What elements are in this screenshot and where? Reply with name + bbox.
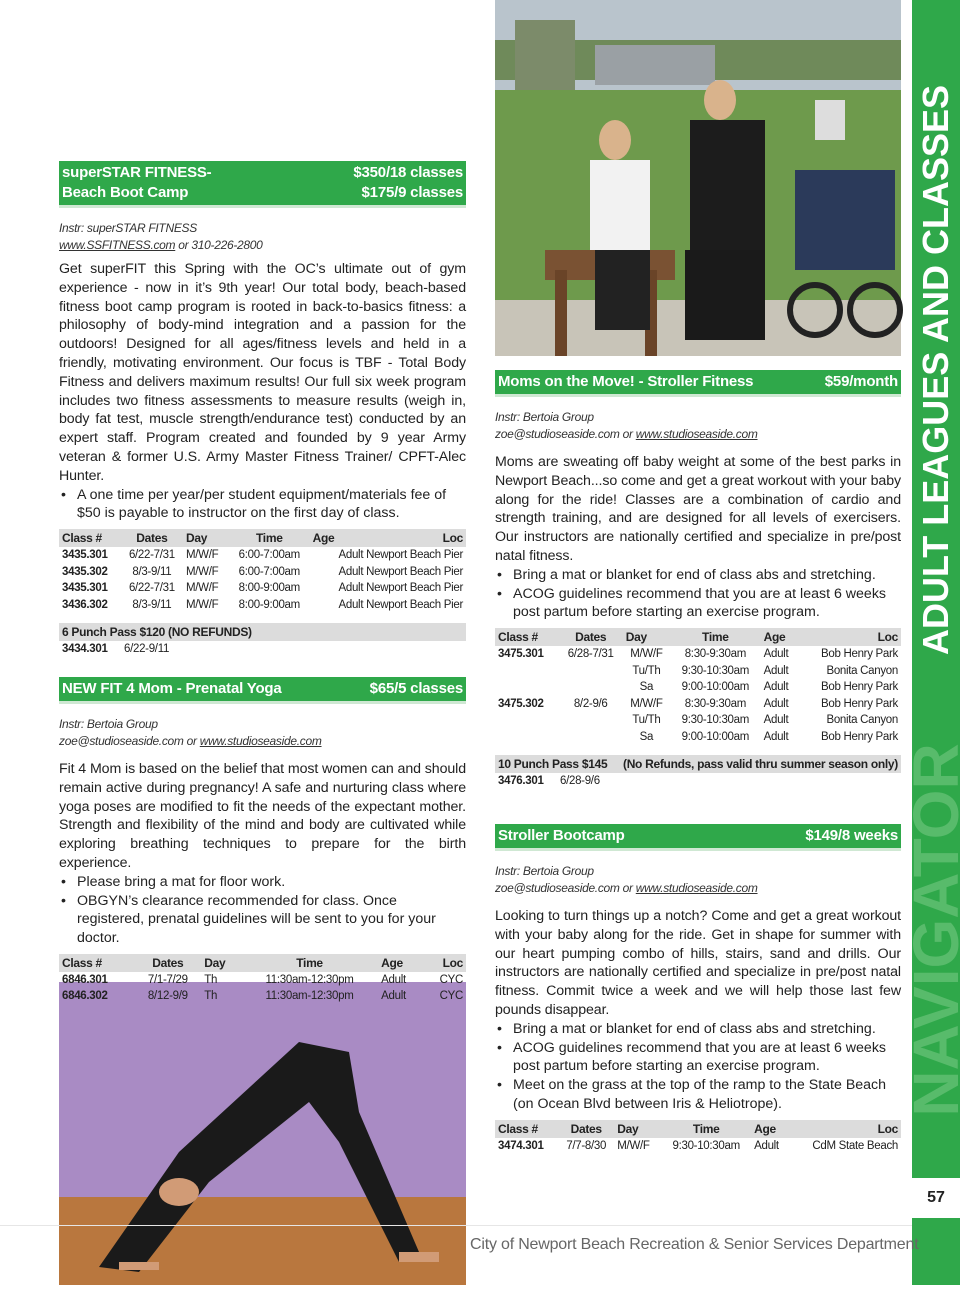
class-age: Adult xyxy=(338,549,364,562)
class-dates xyxy=(559,663,623,680)
list-item: • Please bring a mat for floor work. xyxy=(59,873,466,892)
table-row xyxy=(59,988,466,1005)
moms-website-link[interactable]: www.studioseaside.com xyxy=(635,427,758,441)
col-header: Loc xyxy=(423,954,466,972)
superstar-section xyxy=(59,161,466,658)
bootcamp-description: Looking to turn things up a notch? Come and get a great workout with your baby along for the ride. Get in shape for summer with our heart pumping combo of hills, stairs, sand and drills. Our instructors are nationally certified and specialize in pre/post natal fitness. Commit twice a week and we will help those last few pounds disappear. xyxy=(495,908,901,1018)
bootcamp-bullets xyxy=(495,1020,901,1114)
class-day: Sa xyxy=(639,730,654,743)
class-time: 8:00-9:00am xyxy=(238,598,300,611)
col-header: Age xyxy=(378,954,423,972)
superstar-bullets xyxy=(59,486,466,524)
bootcamp-class-table xyxy=(495,1120,901,1155)
moms-email: zoe@studioseaside.com or xyxy=(495,427,636,441)
table-row xyxy=(495,729,901,746)
col-header: Age xyxy=(751,1120,789,1138)
col-header: Dates xyxy=(121,529,183,547)
class-age: Adult xyxy=(763,681,789,694)
class-day: Tu/Th xyxy=(632,664,661,677)
superstar-punch-pass xyxy=(59,623,466,641)
class-number: 6846.302 xyxy=(62,990,108,1003)
table-row xyxy=(59,972,466,989)
class-location: Newport Beach Pier xyxy=(366,582,463,595)
list-item: • ACOG guidelines recommend that you are at least 6 weeks post partum before starting an exercise program. xyxy=(495,585,901,623)
table-row xyxy=(59,641,466,658)
list-item: • Meet on the grass at the top of the ramp to the State Beach (on Ocean Blvd between Iris & Heliotrope). xyxy=(495,1076,901,1114)
class-location: Newport Beach Pier xyxy=(366,598,463,611)
class-number: 3435.301 xyxy=(62,582,108,595)
moms-header xyxy=(495,370,901,397)
class-age: Adult xyxy=(763,730,789,743)
col-header: Dates xyxy=(559,628,623,646)
class-dates: 6/28-7/31 xyxy=(567,648,614,661)
class-dates: 6/22-7/31 xyxy=(128,582,175,595)
class-time: 9:00-10:00am xyxy=(681,730,750,743)
class-time: 8:30-9:30am xyxy=(684,697,746,710)
moms-description: Moms are sweating off baby weight at some of the best parks in Newport Beach...so come and get a great workout with your baby along for the ride! Classes are a combination of cardio and strength training, and are designed for all levels of exercisers. Our instructors are nationally certified and specialize in pre/post natal fitness. xyxy=(495,454,901,564)
class-dates: 6/22-9/11 xyxy=(124,643,170,656)
superstar-price-1: $350/18 classes xyxy=(353,164,463,181)
class-location: Newport Beach Pier xyxy=(366,549,463,562)
table-row xyxy=(495,712,901,729)
punch-pass-label: 6 Punch Pass $120 (NO REFUNDS) xyxy=(62,625,252,640)
col-header: Day xyxy=(614,1120,661,1138)
class-time: 8:00-9:00am xyxy=(238,582,300,595)
class-time: 6:00-7:00am xyxy=(238,549,300,562)
class-dates: 6/28-9/6 xyxy=(560,775,600,788)
class-location: CYC xyxy=(439,973,463,986)
class-day: M/W/F xyxy=(186,565,219,578)
col-header: Day xyxy=(183,529,229,547)
col-header: Time xyxy=(241,954,378,972)
moms-instructor: Instr: Bertoia Group xyxy=(495,410,594,424)
col-header: Class # xyxy=(59,529,121,547)
moms-section xyxy=(495,370,901,790)
col-header: Time xyxy=(670,628,761,646)
class-location: CdM State Beach xyxy=(812,1139,898,1152)
class-day: Sa xyxy=(639,681,654,694)
class-number xyxy=(495,712,559,729)
moms-punch-pass xyxy=(495,755,901,773)
class-number xyxy=(495,679,559,696)
class-location: Bob Henry Park xyxy=(821,730,898,743)
class-dates: 8/12-9/9 xyxy=(147,990,188,1003)
sidebar-ghost-text: NAVIGATOR xyxy=(900,743,972,1117)
class-age: Adult xyxy=(763,697,789,710)
bootcamp-section xyxy=(495,824,901,1154)
table-row xyxy=(495,773,901,790)
col-header: Dates xyxy=(134,954,201,972)
class-dates xyxy=(559,712,623,729)
class-number: 3476.301 xyxy=(498,775,544,788)
class-age: Adult xyxy=(763,714,789,727)
table-row xyxy=(495,679,901,696)
moms-title: Moms on the Move! - Stroller Fitness xyxy=(498,373,754,390)
list-item: • Bring a mat or blanket for end of class abs and stretching. xyxy=(495,1020,901,1039)
class-age: Adult xyxy=(763,664,789,677)
fit4mom-section xyxy=(59,677,466,1005)
class-age: Adult xyxy=(338,598,364,611)
bootcamp-email: zoe@studioseaside.com or xyxy=(495,881,636,895)
superstar-description: Get superFIT this Spring with the OC’s ultimate out of gym experience - now in it’s 9th year! Our total body, beach-based fitness boot camp program is rooted in back-to-basics fitness: a philosophy of body-mind integration and a passion for the outdoors! Designed for all ages/fitness levels and held in a friendly, motivating environment. Our focus is TBF - Total Body Fitness and delivers maximum results! Our full six week program includes two fitness assessments to measure results (weigh in, body fat test, muscle strength/endurance test) conducted by an expert staff. Program created and founded by 9 year Army veteran & former U.S. Army Master Fitness Trainer/ CPFT-Alec Hunter. xyxy=(59,261,466,484)
class-time: 9:00-10:00am xyxy=(681,681,750,694)
table-row xyxy=(495,646,901,663)
class-number: 3434.301 xyxy=(62,643,108,656)
sidebar-title: ADULT LEAGUES AND CLASSES xyxy=(915,84,956,656)
class-number xyxy=(495,729,559,746)
moms-price: $59/month xyxy=(824,373,898,390)
class-day: M/W/F xyxy=(186,582,219,595)
class-number: 3475.301 xyxy=(498,648,544,661)
fit4mom-bullets xyxy=(59,873,466,948)
class-dates: 6/22-7/31 xyxy=(128,549,175,562)
class-dates: 7/1-7/29 xyxy=(147,973,188,986)
class-number: 3435.302 xyxy=(62,565,108,578)
col-header: Loc xyxy=(799,628,901,646)
superstar-instructor: Instr: superSTAR FITNESS xyxy=(59,221,197,235)
bootcamp-title: Stroller Bootcamp xyxy=(498,827,625,844)
class-age: Adult xyxy=(381,973,406,986)
class-age: Adult xyxy=(763,648,789,661)
class-dates xyxy=(559,729,623,746)
class-dates: 7/7-8/30 xyxy=(566,1139,607,1152)
col-header: Dates xyxy=(558,1120,614,1138)
list-item: • OBGYN’s clearance recommended for class. Once registered, prenatal guidelines will be sent to you for your doctor. xyxy=(59,892,466,948)
table-row xyxy=(495,663,901,680)
class-dates: 8/3-9/11 xyxy=(132,565,172,578)
footer-text: City of Newport Beach Recreation & Senior Services Department xyxy=(470,1236,919,1253)
superstar-website-link[interactable]: www.SSFITNESS.com xyxy=(59,238,176,252)
page-number: 57 xyxy=(912,1178,960,1218)
table-row xyxy=(495,1138,901,1155)
class-number: 3436.302 xyxy=(62,598,108,611)
table-row xyxy=(495,696,901,713)
superstar-title-1: superSTAR FITNESS- xyxy=(62,164,212,181)
class-dates: 8/3-9/11 xyxy=(132,598,172,611)
table-row xyxy=(59,564,466,581)
footer-divider xyxy=(0,1225,912,1226)
col-header: Age xyxy=(310,529,390,547)
fit4mom-title: NEW FIT 4 Mom - Prenatal Yoga xyxy=(62,680,282,697)
class-location: CYC xyxy=(439,990,463,1003)
class-dates xyxy=(559,679,623,696)
col-header: Loc xyxy=(789,1120,901,1138)
list-item: • Bring a mat or blanket for end of class abs and stretching. xyxy=(495,566,901,585)
fit4mom-website-link[interactable]: www.studioseaside.com xyxy=(199,734,322,748)
col-header: Day xyxy=(623,628,670,646)
class-time: 9:30-10:30am xyxy=(672,1139,740,1152)
moms-bullets xyxy=(495,566,901,622)
fit4mom-instructor: Instr: Bertoia Group xyxy=(59,717,158,731)
col-header: Class # xyxy=(495,1120,558,1138)
class-age: Adult xyxy=(338,565,364,578)
class-number: 6846.301 xyxy=(62,973,108,986)
fit4mom-header xyxy=(59,677,466,704)
superstar-class-table xyxy=(59,529,466,613)
class-time: 6:00-7:00am xyxy=(238,565,300,578)
class-time: 11:30am-12:30pm xyxy=(265,973,354,986)
table-row xyxy=(59,547,466,564)
class-number: 3474.301 xyxy=(498,1139,544,1152)
class-day: Th xyxy=(204,990,218,1003)
col-header: Class # xyxy=(59,954,134,972)
col-header: Time xyxy=(229,529,310,547)
class-day: Tu/Th xyxy=(632,714,661,727)
class-day: M/W/F xyxy=(630,648,663,661)
bootcamp-instructor: Instr: Bertoia Group xyxy=(495,864,594,878)
bootcamp-header xyxy=(495,824,901,851)
yoga-photo xyxy=(59,982,466,1285)
fit4mom-price: $65/5 classes xyxy=(369,680,463,697)
moms-class-table xyxy=(495,628,901,745)
class-day: M/W/F xyxy=(630,697,663,710)
class-number xyxy=(495,663,559,680)
col-header: Class # xyxy=(495,628,559,646)
stroller-fitness-photo xyxy=(495,0,901,356)
class-age: Adult xyxy=(754,1139,779,1152)
class-location: Bob Henry Park xyxy=(821,681,898,694)
col-header: Time xyxy=(661,1120,751,1138)
superstar-header xyxy=(59,161,466,208)
list-item: • ACOG guidelines recommend that you are at least 6 weeks post partum before starting an exercise program. xyxy=(495,1039,901,1077)
superstar-price-2: $175/9 classes xyxy=(361,184,463,201)
class-day: M/W/F xyxy=(186,598,219,611)
col-header: Loc xyxy=(390,529,466,547)
table-row xyxy=(59,580,466,597)
class-age: Adult xyxy=(338,582,364,595)
class-location: Bob Henry Park xyxy=(821,648,898,661)
class-day: Th xyxy=(204,973,218,986)
class-location: Bob Henry Park xyxy=(821,697,898,710)
class-location: Newport Beach Pier xyxy=(366,565,463,578)
superstar-title-2: Beach Boot Camp xyxy=(62,184,189,201)
class-day: M/W/F xyxy=(186,549,219,562)
class-dates: 8/2-9/6 xyxy=(573,697,608,710)
bootcamp-website-link[interactable]: www.studioseaside.com xyxy=(635,881,758,895)
superstar-phone: or 310-226-2800 xyxy=(175,238,263,252)
punch-pass-label: 10 Punch Pass $145 xyxy=(498,757,608,772)
col-header: Day xyxy=(201,954,241,972)
fit4mom-email: zoe@studioseaside.com or xyxy=(59,734,200,748)
fit4mom-description: Fit 4 Mom is based on the belief that most women can and should remain active during pregnancy! A safe and nurturing class where yoga poses are modified to fit the needs of the expectant mother. Strength and flexibility of the mind and body are cultivated while exploring breathing techniques to prepare for the birth experience. xyxy=(59,761,466,871)
list-item: • A one time per year/per student equipment/materials fee of $50 is payable to instructor on the first day of class. xyxy=(59,486,466,524)
punch-pass-note: (No Refunds, pass valid thru summer season only) xyxy=(623,757,898,772)
class-time: 8:30-9:30am xyxy=(684,648,746,661)
class-day: M/W/F xyxy=(617,1139,650,1152)
class-time: 9:30-10:30am xyxy=(681,714,750,727)
class-time: 9:30-10:30am xyxy=(681,664,750,677)
class-number: 3475.302 xyxy=(498,697,544,710)
class-age: Adult xyxy=(381,990,406,1003)
class-location: Bonita Canyon xyxy=(826,664,898,677)
class-location: Bonita Canyon xyxy=(826,714,898,727)
fit4mom-class-table xyxy=(59,954,466,1005)
col-header: Age xyxy=(761,628,799,646)
class-time: 11:30am-12:30pm xyxy=(265,990,354,1003)
bootcamp-price: $149/8 weeks xyxy=(805,827,898,844)
class-number: 3435.301 xyxy=(62,549,108,562)
table-row xyxy=(59,597,466,614)
